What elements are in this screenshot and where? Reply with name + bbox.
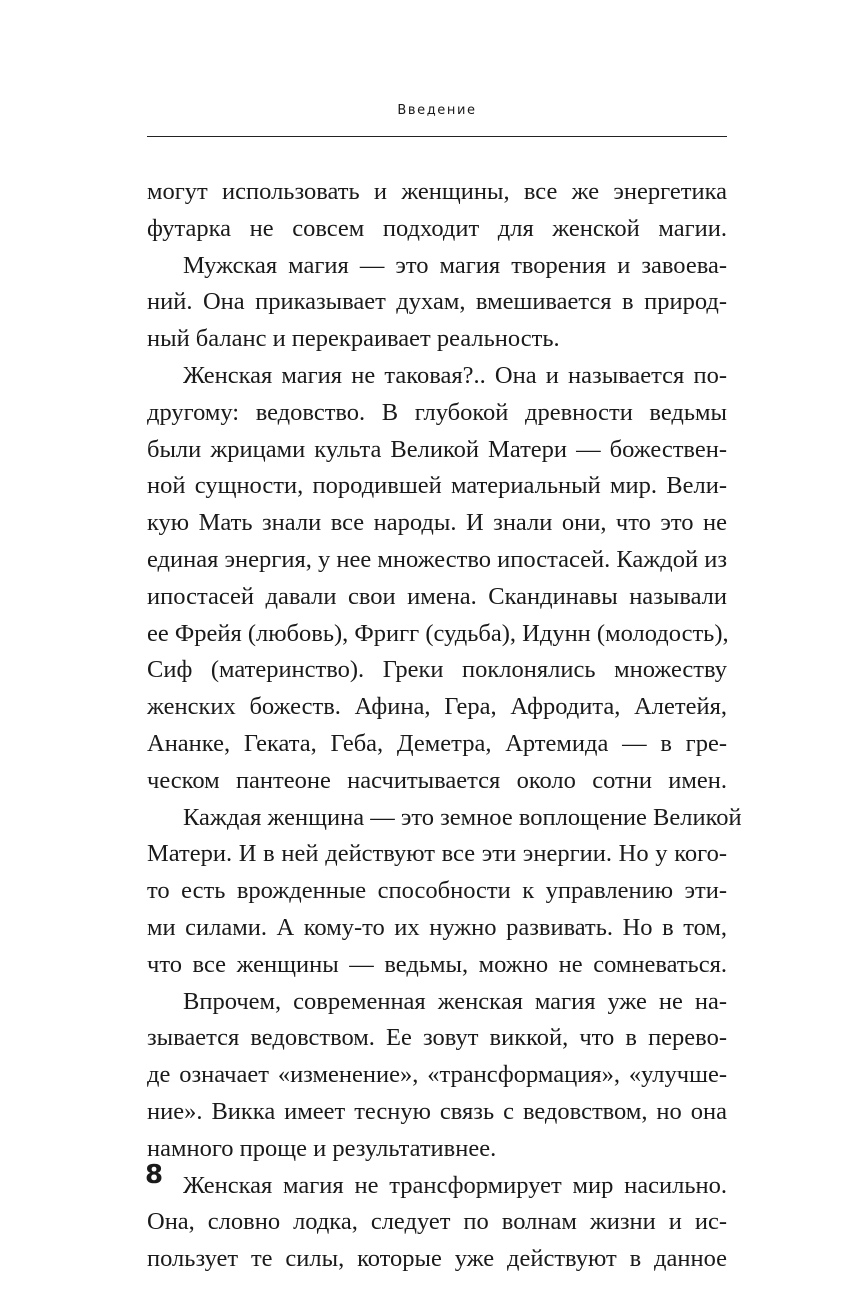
text-line: ее Фрейя (любовь), Фригг (судьба), Идунн (молодость), xyxy=(147,619,729,647)
text-line: Женская магия не трансформирует мир насильно. xyxy=(183,1171,727,1199)
text-line: Матери. И в ней действуют все эти энергии. Но у кого- xyxy=(147,840,727,868)
text-line: то есть врожденные способности к управлению эти- xyxy=(147,877,727,905)
text-line: намного проще и результативнее. xyxy=(147,1134,497,1162)
text-line: единая энергия, у нее множество ипостасей. Каждой из xyxy=(147,545,727,573)
text-line: могут использовать и женщины, все же энергетика xyxy=(147,178,727,205)
paragraph xyxy=(147,248,727,358)
text-line: ми силами. А кому-то их нужно развивать. Но в том, xyxy=(147,913,727,941)
running-head: Введение xyxy=(397,103,477,118)
text-line: кую Мать знали все народы. И знали они, что это не xyxy=(147,509,727,537)
paragraph xyxy=(147,984,727,1168)
text-line: что все женщины — ведьмы, можно не сомневаться. xyxy=(147,950,727,978)
text-line: Каждая женщина — это земное воплощение Великой xyxy=(183,803,742,831)
text-line: де означает «изменение», «трансформация», «улучше- xyxy=(147,1061,727,1089)
header-rule xyxy=(147,136,727,137)
text-line: ной сущности, породившей материальный мир. Вели- xyxy=(147,472,727,500)
text-line: Женская магия не таковая?.. Она и называется по- xyxy=(183,361,727,389)
paragraph xyxy=(147,174,727,248)
text-line: ипостасей давали свои имена. Скандинавы называли xyxy=(147,582,727,610)
text-line: Впрочем, современная женская магия уже не на- xyxy=(183,987,727,1015)
text-line: пользует те силы, которые уже действуют в данное xyxy=(147,1245,727,1273)
page-number: 8 xyxy=(145,1160,164,1190)
text-line: ний. Она приказывает духам, вмешивается в природ- xyxy=(147,288,727,316)
text-line: Она, словно лодка, следует по волнам жизни и ис- xyxy=(147,1208,727,1236)
text-line: Ананке, Геката, Геба, Деметра, Артемида — в гре- xyxy=(147,729,727,757)
text-line: зывается ведовством. Ее зовут виккой, что в перево- xyxy=(147,1024,727,1052)
text-line: ческом пантеоне насчитывается около сотни имен. xyxy=(147,766,727,794)
paragraph xyxy=(147,358,727,800)
text-line: футарка не совсем подходит для женской магии. xyxy=(147,214,727,242)
body-text xyxy=(147,174,742,1278)
paragraph xyxy=(147,1168,727,1278)
paragraph xyxy=(147,800,742,984)
text-line: были жрицами культа Великой Матери — божествен- xyxy=(147,435,727,463)
text-line: женских божеств. Афина, Гера, Афродита, Алетейя, xyxy=(147,693,727,721)
text-line: Сиф (материнство). Греки поклонялись множеству xyxy=(147,656,727,684)
text-line: ный баланс и перекраивает реальность. xyxy=(147,325,560,353)
text-line: Мужская магия — это магия творения и завоева- xyxy=(183,251,727,279)
text-line: другому: ведовство. В глубокой древности ведьмы xyxy=(147,398,727,426)
text-line: ние». Викка имеет тесную связь с ведовством, но она xyxy=(147,1097,727,1125)
